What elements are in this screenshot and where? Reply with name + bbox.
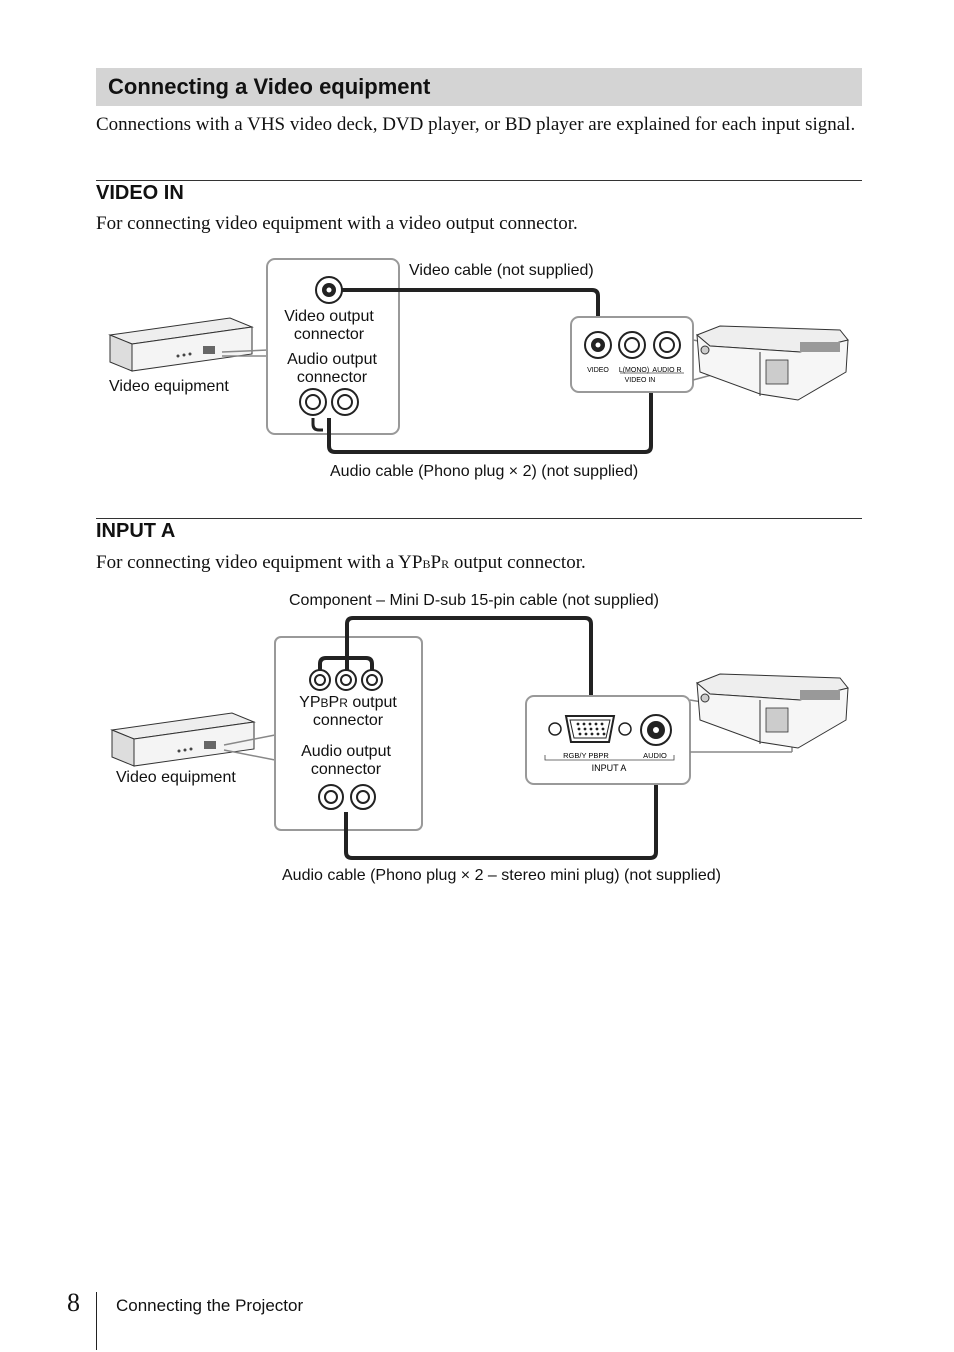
panel-label-rgb: RGB/Y PBPR (563, 751, 609, 760)
page-number: 8 (67, 1288, 80, 1317)
input-a-equipment-device-icon (112, 713, 254, 766)
input-a-audio-cable-label: Audio cable (Phono plug × 2 – stereo mini plug) (not supplied) (282, 867, 721, 884)
audio-cable-label: Audio cable (Phono plug × 2) (not supplied) (330, 463, 639, 480)
panel-label-audio-r: AUDIO R (652, 367, 682, 374)
video-cable-label: Video cable (not supplied) (409, 262, 594, 279)
ypbpr-output-connector-label: YPBPR output connector (299, 694, 397, 729)
panel-label-input-a: INPUT A (591, 763, 627, 773)
input-a-heading: INPUT A (96, 520, 176, 542)
video-equipment-label: Video equipment (109, 378, 229, 395)
panel-label-video-in: VIDEO IN (624, 377, 656, 384)
audio-mini-jack-icon (641, 715, 671, 745)
video-in-heading: VIDEO IN (96, 182, 184, 204)
intro-paragraph: Connections with a VHS video deck, DVD player, or BD player are explained for each input signal. (96, 114, 856, 135)
page-title: Connecting a Video equipment (108, 74, 431, 99)
footer-divider (96, 1292, 97, 1350)
audio-output-connector-label: Audio output connector (287, 351, 377, 386)
panel-label-lmono: L(MONO) (618, 367, 650, 374)
footer-section-label: Connecting the Projector (116, 1296, 304, 1315)
input-a-description: For connecting video equipment with a YPBPR output connector. (96, 552, 586, 573)
input-a-audio-output-connector-label: Audio output connector (301, 743, 391, 778)
component-cable-label: Component – Mini D-sub 15-pin cable (not supplied) (289, 592, 659, 609)
video-in-description: For connecting video equipment with a video output connector. (96, 213, 578, 234)
input-a-video-equipment-label: Video equipment (116, 769, 236, 786)
panel-label-video: VIDEO (587, 367, 609, 374)
panel-label-audio: AUDIO (643, 751, 667, 760)
video-output-connector-label: Video output connector (284, 308, 374, 343)
input-a-projector-icon (697, 674, 848, 748)
ypbpr-output-jacks-icon (310, 670, 382, 690)
